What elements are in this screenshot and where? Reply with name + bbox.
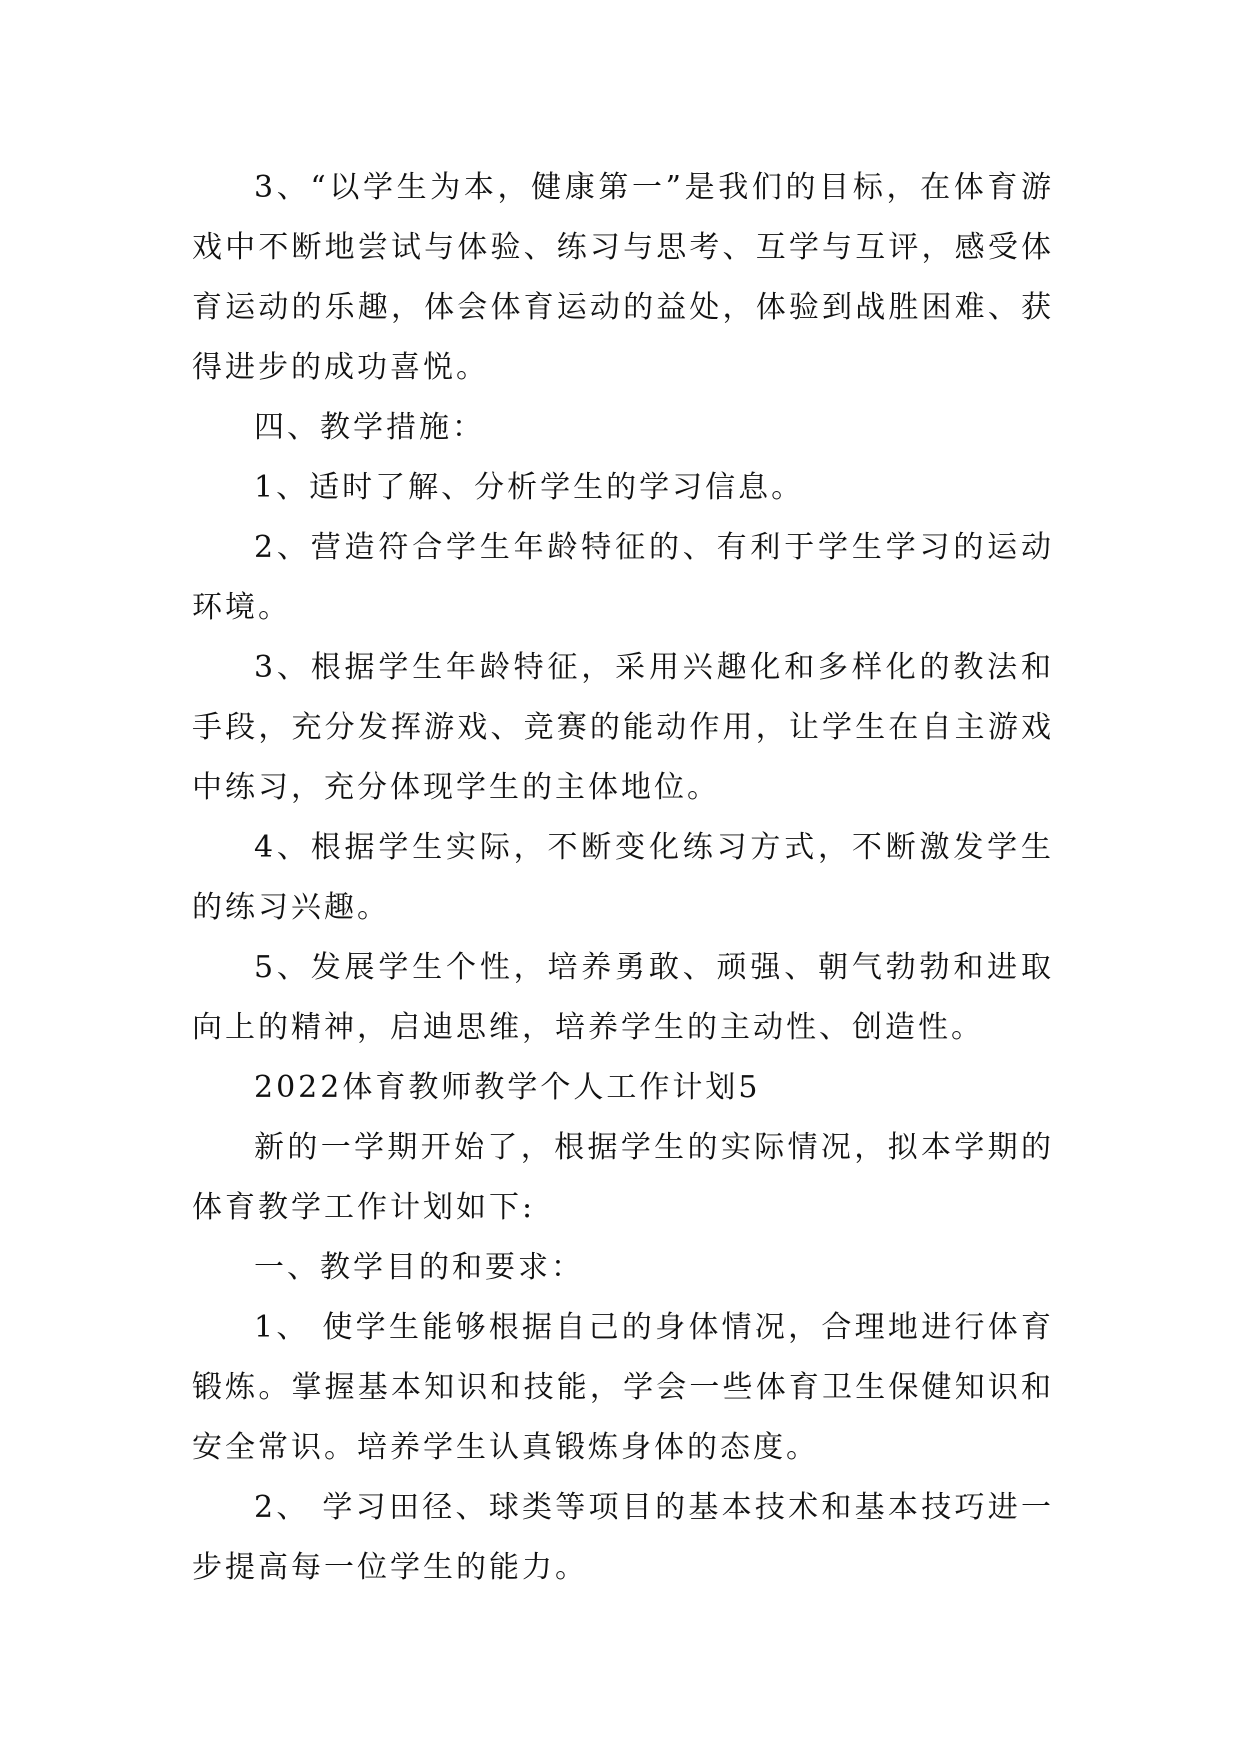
paragraph-measure-2: 2、营造符合学生年龄特征的、有利于学生学习的运动环境。 <box>192 530 1054 625</box>
paragraph-goal-item-2: 2、 学习田径、球类等项目的基本技术和基本技巧进一步提高每一位学生的能力。 <box>192 1490 1054 1585</box>
paragraph-measure-4: 4、根据学生实际，不断变化练习方式，不断激发学生的练习兴趣。 <box>192 830 1054 925</box>
paragraph-goal-3: 3、“以学生为本，健康第一”是我们的目标，在体育游戏中不断地尝试与体验、练习与思考、互学与互评，感受体育运动的乐趣，体会体育运动的益处，体验到战胜困难、获得进步的成功喜悦。 <box>192 170 1054 385</box>
paragraph-goal-item-1: 1、 使学生能够根据自己的身体情况，合理地进行体育锻炼。掌握基本知识和技能，学会一些体育卫生保健知识和安全常识。培养学生认真锻炼身体的态度。 <box>192 1310 1054 1465</box>
heading-teaching-goals: 一、教学目的和要求： <box>254 1250 584 1285</box>
section-title-plan-5: 2022体育教师教学个人工作计划5 <box>254 1070 761 1105</box>
paragraph-measure-1: 1、适时了解、分析学生的学习信息。 <box>254 470 805 505</box>
paragraph-measure-5: 5、发展学生个性，培养勇敢、顽强、朝气勃勃和进取向上的精神，启迪思维，培养学生的主动性、创造性。 <box>192 950 1054 1045</box>
paragraph-measure-3: 3、根据学生年龄特征，采用兴趣化和多样化的教法和手段，充分发挥游戏、竞赛的能动作用，让学生在自主游戏中练习，充分体现学生的主体地位。 <box>192 650 1054 805</box>
document-body <box>192 158 1054 1598</box>
heading-teaching-measures: 四、教学措施： <box>254 410 485 445</box>
paragraph-intro: 新的一学期开始了，根据学生的实际情况，拟本学期的体育教学工作计划如下: <box>192 1130 1054 1225</box>
